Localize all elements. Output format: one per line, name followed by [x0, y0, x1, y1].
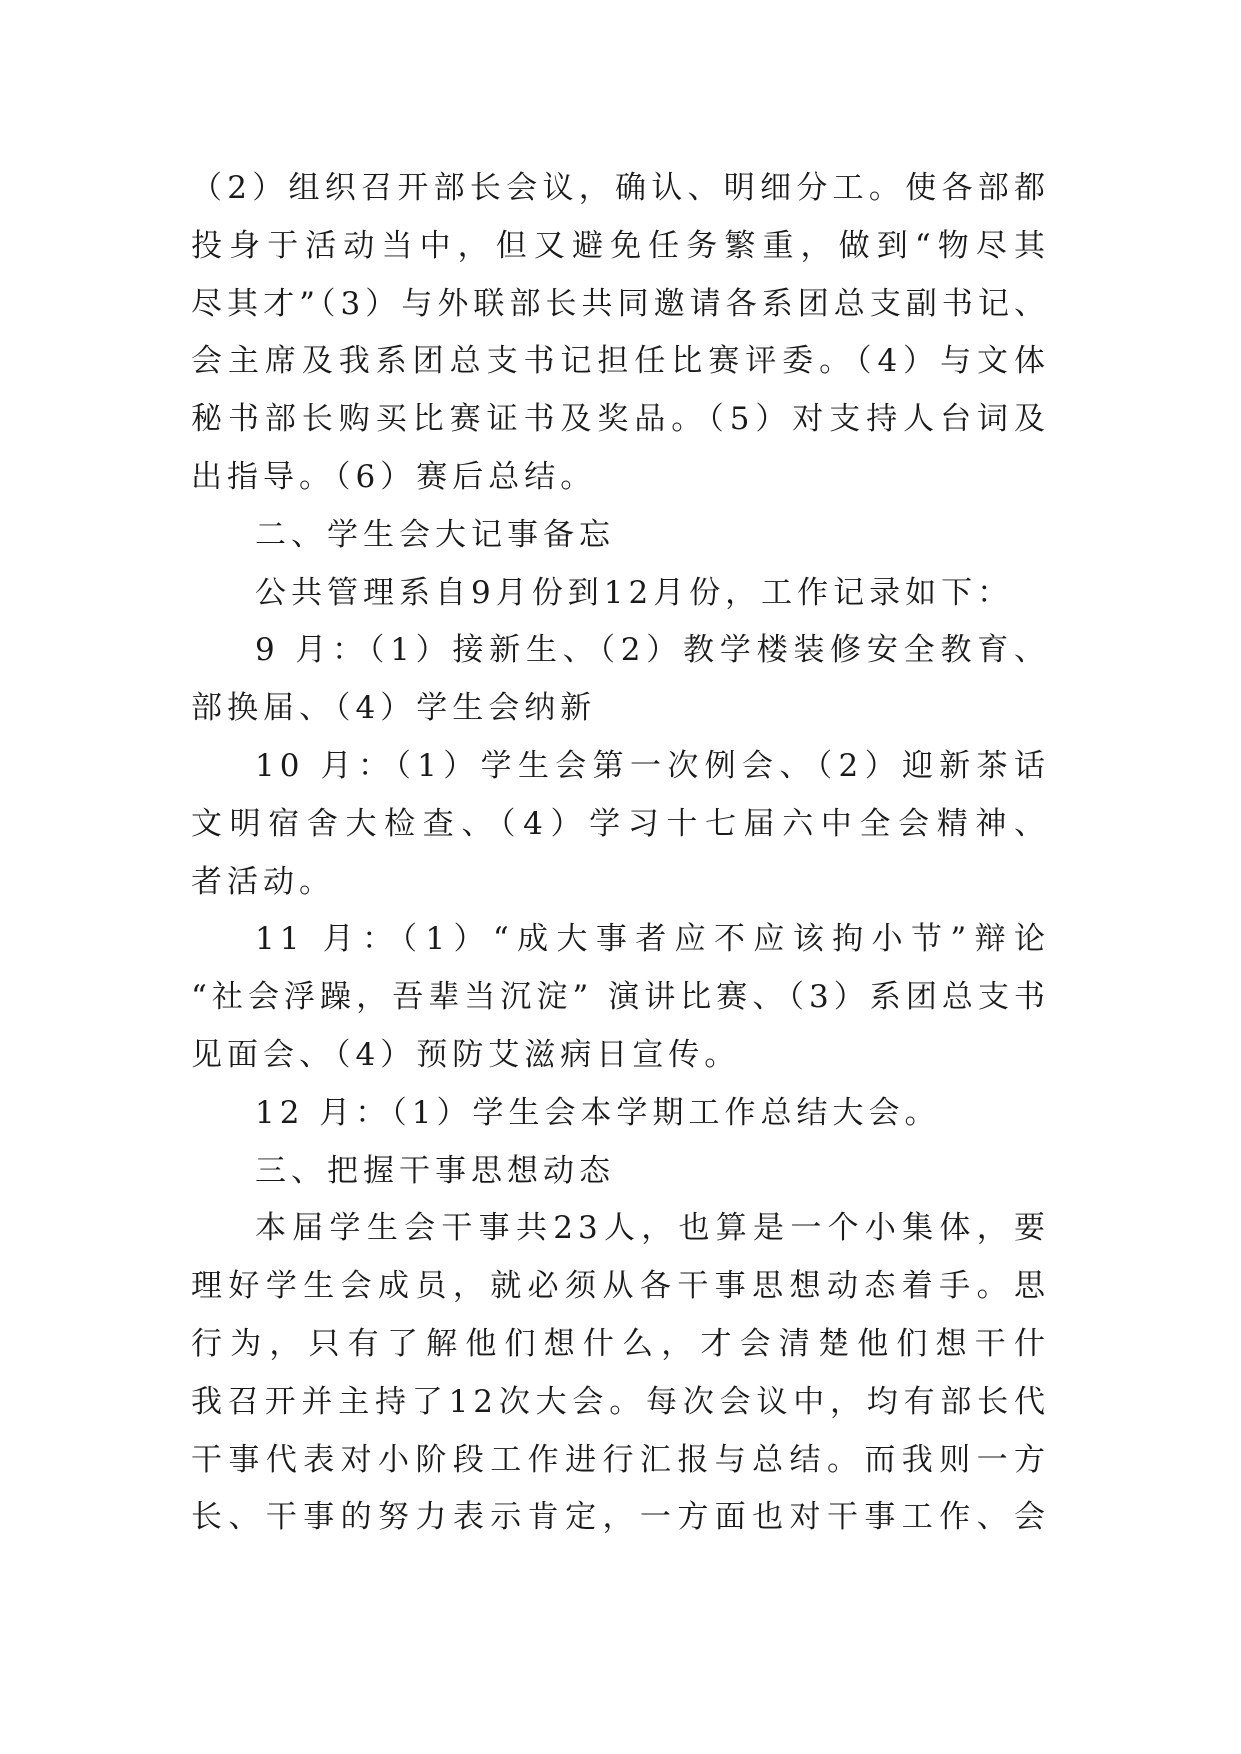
paragraph-line: 者活动。 — [191, 863, 335, 900]
paragraph-line: 部换届、（4）学生会纳新 — [191, 690, 597, 727]
document-body — [191, 160, 1050, 1547]
paragraph-line: 干事代表对小阶段工作进行汇报与总结。而我则一方 — [191, 1441, 1050, 1478]
paragraph-line: 理好学生会成员，就必须从各干事思想动态着手。思 — [191, 1268, 1050, 1305]
section-heading: 三、把握干事思想动态 — [255, 1152, 615, 1189]
paragraph-line: 我召开并主持了12次大会。每次会议中，均有部长代 — [191, 1383, 1050, 1420]
paragraph-line: 9 月：（1）接新生、（2）教学楼装修安全教育、 — [255, 632, 1050, 669]
paragraph-line: 12 月：（1）学生会本学期工作总结大会。 — [255, 1094, 941, 1131]
paragraph-line: 尽其才”（3）与外联部长共同邀请各系团总支副书记、 — [191, 285, 1050, 322]
paragraph-line: 出指导。（6）赛后总结。 — [191, 458, 597, 495]
paragraph-line: 公共管理系自9月份到12月份，工作记录如下： — [255, 574, 1014, 611]
paragraph-line: 11 月：（1）“成大事者应不应该拘小节”辩论 — [255, 921, 1050, 958]
paragraph-line: 本届学生会干事共23人，也算是一个小集体，要 — [255, 1210, 1050, 1247]
section-heading: 二、学生会大记事备忘 — [255, 516, 615, 553]
paragraph-line: 见面会、（4）预防艾滋病日宣传。 — [191, 1036, 741, 1073]
paragraph-line: 10 月：（1）学生会第一次例会、（2）迎新茶话 — [255, 747, 1050, 784]
paragraph-line: 行为，只有了解他们想什么，才会清楚他们想干什 — [191, 1325, 1050, 1362]
paragraph-line: 投身于活动当中，但又避免任务繁重，做到“物尽其 — [191, 227, 1050, 264]
paragraph-line: （2）组织召开部长会议，确认、明细分工。使各部都 — [191, 170, 1050, 206]
paragraph-line: 秘书部长购买比赛证书及奖品。（5）对支持人台词及 — [191, 401, 1050, 438]
paragraph-line: “社会浮躁，吾辈当沉淀” 演讲比赛、（3）系团总支书 — [191, 979, 1050, 1016]
paragraph-line: 会主席及我系团总支书记担任比赛评委。（4）与文体 — [191, 343, 1050, 380]
paragraph-line: 文明宿舍大检查、（4）学习十七届六中全会精神、 — [191, 805, 1050, 842]
paragraph-line: 长、干事的努力表示肯定，一方面也对干事工作、会 — [191, 1499, 1050, 1536]
